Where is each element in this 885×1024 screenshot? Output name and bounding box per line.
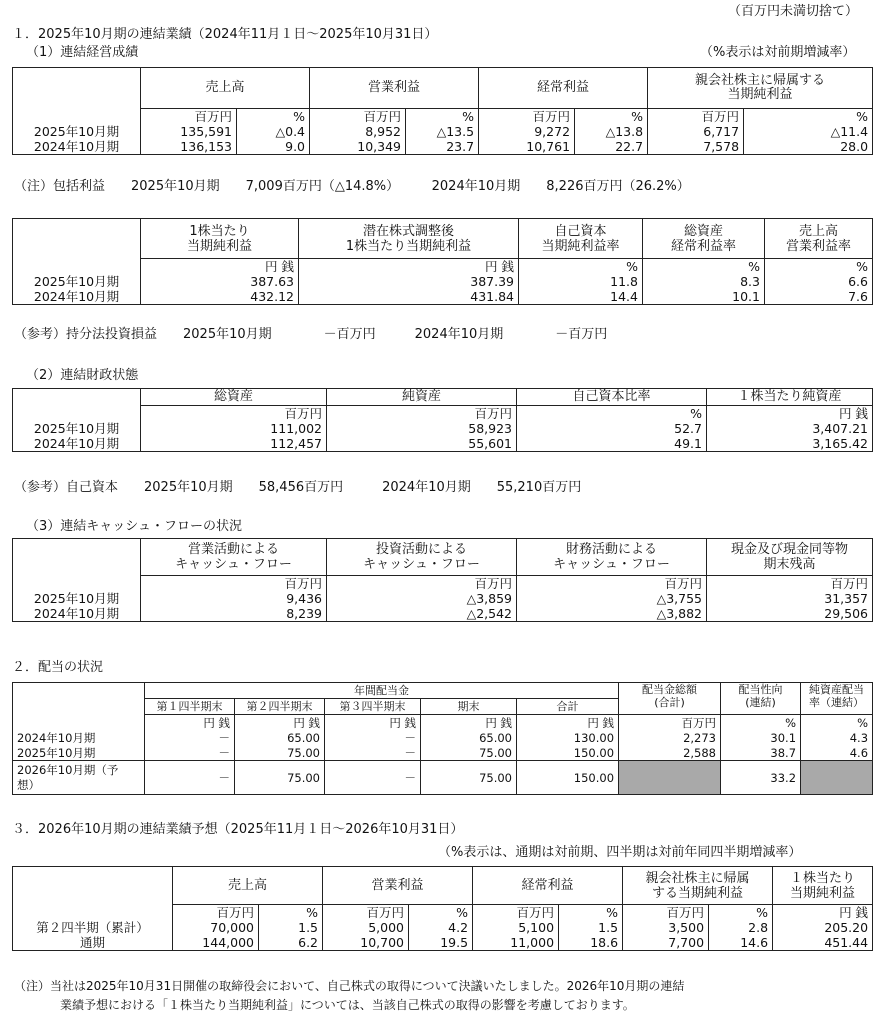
- section3-title: （3）連結キャッシュ・フローの状況: [26, 519, 243, 534]
- value-cell: 33.2: [721, 761, 801, 795]
- row-label: 2024年10月期: [13, 730, 145, 745]
- header-payout-ratio: [721, 683, 801, 715]
- unit-cell: 円 銭: [325, 715, 421, 731]
- row-label: 第２四半期（累計）: [13, 920, 173, 935]
- unit-cell: 百万円: [517, 576, 707, 592]
- value-cell: 70,000: [173, 920, 259, 935]
- header-line1: 親会社株主に帰属: [645, 870, 750, 886]
- value-cell: 4.6: [801, 745, 873, 761]
- header-equity-ratio: 自己資本比率: [517, 389, 707, 406]
- forecast-label-line2: 想）: [17, 777, 40, 792]
- unit-cell: %: [575, 109, 648, 125]
- value-cell: 3,407.21: [707, 421, 873, 436]
- unit-cell: %: [237, 109, 310, 125]
- value-cell: △11.4: [744, 124, 873, 139]
- header-line2: 当期純利益: [790, 885, 856, 901]
- value-cell: 2.8: [709, 920, 773, 935]
- header-line1: 投資活動による: [375, 542, 467, 557]
- row-label-empty: [13, 109, 141, 125]
- value-cell: 111,002: [141, 421, 327, 436]
- value-cell: 136,153: [141, 139, 237, 155]
- value-cell: 14.6: [709, 935, 773, 951]
- unit-cell: 円 銭: [299, 259, 519, 275]
- equity-note: （参考）自己資本 2025年10月期 58,456百万円 2024年10月期 55,210百万円: [14, 480, 582, 495]
- header-line1: 現金及び現金同等物: [730, 542, 848, 557]
- unit-cell: 百万円: [173, 905, 259, 921]
- unit-cell: 円 銭: [141, 259, 299, 275]
- corner-cell: [13, 539, 141, 576]
- header-ordinary-income: 経常利益: [473, 867, 623, 905]
- value-cell: 28.0: [744, 139, 873, 155]
- unit-cell: %: [406, 109, 479, 125]
- row-label-empty: [13, 406, 141, 422]
- table-row: [13, 421, 873, 436]
- value-cell: 451.44: [773, 935, 873, 951]
- value-cell: 65.00: [235, 730, 325, 745]
- value-cell: 10,349: [310, 139, 406, 155]
- unit-cell: 円 銭: [517, 715, 619, 731]
- value-cell: 7,700: [623, 935, 709, 951]
- header-line1: 自己資本: [554, 223, 607, 239]
- value-cell: 58,923: [327, 421, 517, 436]
- header-line2: 率（連結）: [809, 696, 865, 709]
- row-label: 2024年10月期: [13, 139, 141, 155]
- unit-cell: %: [517, 406, 707, 422]
- value-cell: 18.6: [559, 935, 623, 951]
- row-label: 2024年10月期: [13, 606, 141, 622]
- header-operating-margin: [765, 219, 873, 259]
- value-cell: 431.84: [299, 289, 519, 305]
- forecast-pct-note: （%表示は、通期は対前期、四半期は対前年同四半期増減率）: [438, 845, 802, 860]
- value-cell: 432.12: [141, 289, 299, 305]
- unit-cell: 百万円: [327, 406, 517, 422]
- unit-cell: 百万円: [473, 905, 559, 921]
- pct-note: （%表示は対前期増減率）: [700, 45, 856, 60]
- value-cell: 6.2: [259, 935, 323, 951]
- value-cell: △13.5: [406, 124, 479, 139]
- per-share-table: [12, 218, 873, 305]
- value-cell: 22.7: [575, 139, 648, 155]
- header-line2: する当期純利益: [652, 885, 744, 901]
- header-net-income: [648, 68, 873, 109]
- header-line2: 1株当たり当期純利益: [345, 238, 472, 254]
- value-cell: 144,000: [173, 935, 259, 951]
- value-cell: 38.7: [721, 745, 801, 761]
- forecast-label-line1: 2026年10月期（予: [17, 762, 119, 777]
- value-cell: 2,273: [619, 730, 721, 745]
- value-cell: △13.8: [575, 124, 648, 139]
- header-operating-cf: [141, 539, 327, 576]
- header-line2: キャッシュ・フロー: [363, 557, 480, 572]
- unit-cell: %: [643, 259, 765, 275]
- unit-cell: %: [519, 259, 643, 275]
- table-row: [13, 289, 873, 305]
- header-line2: キャッシュ・フロー: [553, 557, 670, 572]
- value-cell: 130.00: [517, 730, 619, 745]
- header-financing-cf: [517, 539, 707, 576]
- corner-cell: [13, 389, 141, 406]
- value-cell: 65.00: [421, 730, 517, 745]
- value-cell: 9,436: [141, 591, 327, 606]
- dividends-table: [12, 682, 873, 795]
- value-cell: －: [325, 730, 421, 745]
- unit-cell: 円 銭: [235, 715, 325, 731]
- header-total-assets: 総資産: [141, 389, 327, 406]
- value-cell: 205.20: [773, 920, 873, 935]
- value-cell: 8,952: [310, 124, 406, 139]
- header-operating-income: 営業利益: [323, 867, 473, 905]
- table-row: [13, 124, 873, 139]
- value-cell: 75.00: [421, 745, 517, 761]
- header-net-income-line2: 当期純利益: [727, 87, 793, 102]
- value-cell: 7,578: [648, 139, 744, 155]
- header-line1: 純資産配当: [809, 683, 865, 696]
- value-cell: 9.0: [237, 139, 310, 155]
- table-row-forecast: [13, 761, 873, 795]
- row-label-empty: [13, 259, 141, 275]
- header-line2: 営業利益率: [785, 238, 851, 254]
- header-roe: [519, 219, 643, 259]
- value-cell: 3,165.42: [707, 436, 873, 452]
- value-cell: △3,755: [517, 591, 707, 606]
- header-line2: 当期純利益率: [541, 238, 620, 254]
- value-cell: 150.00: [517, 745, 619, 761]
- forecast-table: [12, 866, 873, 951]
- row-label: 2025年10月期: [13, 591, 141, 606]
- header-total-dividend: [619, 683, 721, 715]
- header-roa: [643, 219, 765, 259]
- shaded-cell: [801, 761, 873, 795]
- value-cell: 9,272: [479, 124, 575, 139]
- value-cell: 5,100: [473, 920, 559, 935]
- header-eps: [141, 219, 299, 259]
- value-cell: 19.5: [409, 935, 473, 951]
- header-operating-income: 営業利益: [310, 68, 479, 109]
- comprehensive-income-note: （注）包括利益 2025年10月期 7,009百万円（△14.8%） 2024年10月期 8,226百万円（26.2%）: [14, 179, 690, 194]
- value-cell: 8.3: [643, 274, 765, 289]
- unit-cell: 円 銭: [773, 905, 873, 921]
- equity-method-note: （参考）持分法投資損益 2025年10月期 －百万円 2024年10月期 －百万円: [14, 327, 608, 342]
- value-cell: 7.6: [765, 289, 873, 305]
- unit-cell: 円 銭: [421, 715, 517, 731]
- value-cell: －: [145, 761, 235, 795]
- table-row: [13, 606, 873, 622]
- value-cell: △3,859: [327, 591, 517, 606]
- header-sales: 売上高: [141, 68, 310, 109]
- header-net-income-line1: 親会社株主に帰属する: [695, 73, 826, 88]
- value-cell: △2,542: [327, 606, 517, 622]
- header-line1: 1株当たり: [189, 223, 250, 239]
- unit-cell: 百万円: [141, 406, 327, 422]
- unit-cell: 百万円: [310, 109, 406, 125]
- value-cell: 1.5: [559, 920, 623, 935]
- value-cell: －: [145, 745, 235, 761]
- value-cell: 387.63: [141, 274, 299, 289]
- header-net-income: [623, 867, 773, 905]
- unit-cell: 円 銭: [707, 406, 873, 422]
- value-cell: 6,717: [648, 124, 744, 139]
- value-cell: 52.7: [517, 421, 707, 436]
- header-line2: キャッシュ・フロー: [175, 557, 292, 572]
- row-label: 2024年10月期: [13, 289, 141, 305]
- value-cell: 4.2: [409, 920, 473, 935]
- value-cell: 11,000: [473, 935, 559, 951]
- unit-note: （百万円未満切捨て）: [728, 4, 859, 19]
- value-cell: 1.5: [259, 920, 323, 935]
- operating-results-table: [12, 67, 873, 155]
- value-cell: －: [145, 730, 235, 745]
- value-cell: 29,506: [707, 606, 873, 622]
- unit-cell: 百万円: [141, 109, 237, 125]
- value-cell: △0.4: [237, 124, 310, 139]
- value-cell: 75.00: [421, 761, 517, 795]
- value-cell: 6.6: [765, 274, 873, 289]
- header-line1: 売上高: [798, 223, 838, 239]
- value-cell: 11.8: [519, 274, 643, 289]
- value-cell: 31,357: [707, 591, 873, 606]
- value-cell: 10,700: [323, 935, 409, 951]
- value-cell: 49.1: [517, 436, 707, 452]
- value-cell: 55,601: [327, 436, 517, 452]
- unit-cell: %: [259, 905, 323, 921]
- unit-cell: %: [801, 715, 873, 731]
- header-line2: 当期純利益: [186, 238, 252, 254]
- corner-cell: [13, 68, 141, 109]
- unit-cell: 百万円: [479, 109, 575, 125]
- header-eps: [773, 867, 873, 905]
- unit-cell: 百万円: [619, 715, 721, 731]
- header-line1: 総資産: [683, 223, 723, 239]
- header-line1: 配当性向: [738, 683, 783, 696]
- shaded-cell: [619, 761, 721, 795]
- header-bps: １株当たり純資産: [707, 389, 873, 406]
- cash-flow-table: [12, 538, 873, 622]
- row-label-empty: [13, 576, 141, 592]
- value-cell: 30.1: [721, 730, 801, 745]
- header-diluted-eps: [299, 219, 519, 259]
- row-label: 2025年10月期: [13, 421, 141, 436]
- value-cell: 150.00: [517, 761, 619, 795]
- row-label: 通期: [13, 935, 173, 951]
- table-row: [13, 274, 873, 289]
- corner-cell: [13, 683, 145, 715]
- value-cell: 75.00: [235, 745, 325, 761]
- value-cell: △3,882: [517, 606, 707, 622]
- corner-cell: [13, 867, 173, 905]
- row-label: 2025年10月期: [13, 124, 141, 139]
- value-cell: 112,457: [141, 436, 327, 452]
- header-net-assets: 純資産: [327, 389, 517, 406]
- value-cell: 8,239: [141, 606, 327, 622]
- row-label-empty: [13, 905, 173, 921]
- header-line1: 財務活動による: [565, 542, 657, 557]
- table-row: [13, 591, 873, 606]
- unit-cell: 百万円: [327, 576, 517, 592]
- header-annual-dividend: 年間配当金: [145, 683, 619, 699]
- row-label: 2024年10月期: [13, 436, 141, 452]
- table-row: [13, 745, 873, 761]
- unit-cell: 百万円: [323, 905, 409, 921]
- header-line1: 潜在株式調整後: [362, 223, 454, 239]
- value-cell: 4.3: [801, 730, 873, 745]
- table-row: [13, 730, 873, 745]
- section1-title: １．2025年10月期の連結業績（2024年11月１日～2025年10月31日）: [12, 27, 438, 42]
- header-q3: 第３四半期末: [325, 699, 421, 715]
- value-cell: 3,500: [623, 920, 709, 935]
- section1-subtitle: （1）連結経営成績: [26, 45, 139, 60]
- header-q1: 第１四半期末: [145, 699, 235, 715]
- unit-cell: %: [721, 715, 801, 731]
- forecast-note-line2: 業績予想における「１株当たり当期純利益」については、当該自己株式の取得の影響を考慮しております。: [60, 998, 635, 1012]
- row-label: [13, 761, 145, 795]
- header-cash-balance: [707, 539, 873, 576]
- value-cell: 2,588: [619, 745, 721, 761]
- section5-title: ３．2026年10月期の連結業績予想（2025年11月１日～2026年10月31日）: [12, 822, 464, 837]
- value-cell: 5,000: [323, 920, 409, 935]
- unit-cell: %: [559, 905, 623, 921]
- corner-cell: [13, 219, 141, 259]
- header-line2: (合計): [654, 696, 685, 709]
- header-ordinary-income: 経常利益: [479, 68, 648, 109]
- table-row: [13, 139, 873, 155]
- row-label-empty: [13, 715, 145, 731]
- table-row: [13, 920, 873, 935]
- unit-cell: %: [744, 109, 873, 125]
- value-cell: 75.00: [235, 761, 325, 795]
- row-label: 2025年10月期: [13, 745, 145, 761]
- header-sales: 売上高: [173, 867, 323, 905]
- header-q2: 第２四半期末: [235, 699, 325, 715]
- unit-cell: %: [409, 905, 473, 921]
- value-cell: 10,761: [479, 139, 575, 155]
- header-line1: 営業活動による: [187, 542, 279, 557]
- table-row: [13, 935, 873, 951]
- value-cell: 23.7: [406, 139, 479, 155]
- unit-cell: 百万円: [623, 905, 709, 921]
- row-label: 2025年10月期: [13, 274, 141, 289]
- financial-position-table: [12, 388, 873, 452]
- unit-cell: %: [765, 259, 873, 275]
- unit-cell: 百万円: [141, 576, 327, 592]
- header-line2: 経常利益率: [670, 238, 736, 254]
- value-cell: 387.39: [299, 274, 519, 289]
- value-cell: －: [325, 745, 421, 761]
- header-year-end: 期末: [421, 699, 517, 715]
- header-total: 合計: [517, 699, 619, 715]
- section4-title: ２．配当の状況: [12, 660, 104, 675]
- unit-cell: 円 銭: [145, 715, 235, 731]
- header-doe: [801, 683, 873, 715]
- table-row: [13, 436, 873, 452]
- header-line1: 配当金総額: [642, 683, 698, 696]
- value-cell: －: [325, 761, 421, 795]
- header-line2: 期末残高: [763, 557, 816, 572]
- header-line2: (連結): [745, 696, 776, 709]
- unit-cell: %: [709, 905, 773, 921]
- forecast-note-line1: （注）当社は2025年10月31日開催の取締役会において、自己株式の取得について決議いたしました。2026年10月期の連結: [14, 979, 685, 993]
- header-line1: １株当たり: [790, 870, 856, 886]
- value-cell: 135,591: [141, 124, 237, 139]
- unit-cell: 百万円: [648, 109, 744, 125]
- section2-title: （2）連結財政状態: [26, 368, 139, 383]
- value-cell: 10.1: [643, 289, 765, 305]
- header-investing-cf: [327, 539, 517, 576]
- value-cell: 14.4: [519, 289, 643, 305]
- unit-cell: 百万円: [707, 576, 873, 592]
